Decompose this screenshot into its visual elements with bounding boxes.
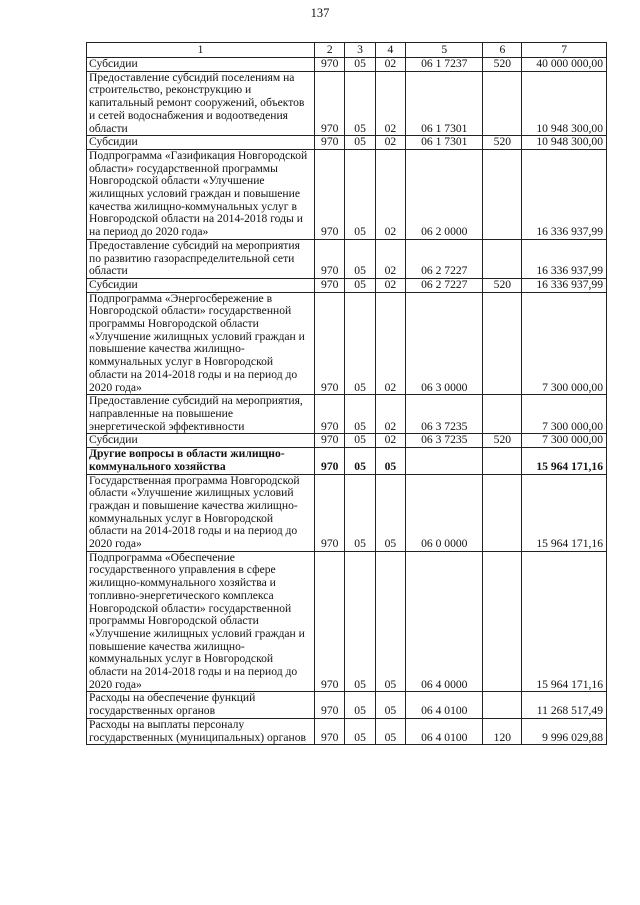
row-description: Субсидии <box>87 278 315 292</box>
row-amount: 10 948 300,00 <box>522 71 607 136</box>
row-code: 06 0 0000 <box>406 474 483 551</box>
table-row <box>87 718 607 744</box>
page-number: 137 <box>310 6 330 20</box>
row-code: 06 1 7237 <box>406 58 483 72</box>
row-col4: 02 <box>375 136 405 150</box>
row-amount: 9 996 029,88 <box>522 718 607 744</box>
row-amount: 11 268 517,49 <box>522 692 607 718</box>
row-col3: 05 <box>345 278 375 292</box>
row-col4: 05 <box>375 551 405 692</box>
row-code: 06 2 7227 <box>406 239 483 278</box>
row-col2: 970 <box>315 692 345 718</box>
row-col3: 05 <box>345 149 375 239</box>
row-col2: 970 <box>315 292 345 395</box>
row-col4: 02 <box>375 434 405 448</box>
row-col4: 05 <box>375 474 405 551</box>
row-col4: 02 <box>375 239 405 278</box>
row-amount: 16 336 937,99 <box>522 149 607 239</box>
row-description: Государственная программа Новгородской области «Улучшение жилищных условий граждан и повышение качества жилищно-коммунальных услуг в Новгородской области на 2014-2018 годы и на период до 2020 года» <box>87 474 315 551</box>
row-code: 06 4 0100 <box>406 692 483 718</box>
table-row <box>87 292 607 395</box>
header-cell: 4 <box>375 43 405 58</box>
row-type <box>483 474 522 551</box>
row-type <box>483 239 522 278</box>
row-code: 06 3 7235 <box>406 395 483 434</box>
table-row <box>87 434 607 448</box>
row-amount: 15 964 171,16 <box>522 474 607 551</box>
row-code: 06 1 7301 <box>406 71 483 136</box>
row-amount: 15 964 171,16 <box>522 551 607 692</box>
row-col4: 02 <box>375 292 405 395</box>
budget-table <box>86 42 607 745</box>
row-col2: 970 <box>315 551 345 692</box>
row-amount: 10 948 300,00 <box>522 136 607 150</box>
row-col2: 970 <box>315 71 345 136</box>
row-description: Субсидии <box>87 136 315 150</box>
table-row <box>87 692 607 718</box>
table-row <box>87 136 607 150</box>
row-description: Подпрограмма «Энергосбережение в Новгородской области» государственной программы Новгородской области «Улучшение жилищных условий граждан и повышение качества жилищно-коммунальных услуг в Новгородской области на 2014-2018 годы и на период до 2020 года» <box>87 292 315 395</box>
row-type <box>483 71 522 136</box>
row-description: Расходы на обеспечение функций государственных органов <box>87 692 315 718</box>
row-description: Предоставление субсидий на мероприятия по развитию газораспределительной сети области <box>87 239 315 278</box>
row-col3: 05 <box>345 58 375 72</box>
row-col2: 970 <box>315 58 345 72</box>
row-col3: 05 <box>345 448 375 474</box>
row-amount: 40 000 000,00 <box>522 58 607 72</box>
header-cell: 7 <box>522 43 607 58</box>
table-row <box>87 239 607 278</box>
row-type: 520 <box>483 434 522 448</box>
row-col3: 05 <box>345 395 375 434</box>
table-row <box>87 58 607 72</box>
row-col3: 05 <box>345 474 375 551</box>
row-col2: 970 <box>315 434 345 448</box>
header-cell: 5 <box>406 43 483 58</box>
row-amount: 7 300 000,00 <box>522 434 607 448</box>
row-type: 520 <box>483 136 522 150</box>
row-col4: 02 <box>375 71 405 136</box>
row-amount: 7 300 000,00 <box>522 395 607 434</box>
row-col2: 970 <box>315 278 345 292</box>
row-type <box>483 395 522 434</box>
row-amount: 16 336 937,99 <box>522 239 607 278</box>
row-col4: 05 <box>375 692 405 718</box>
header-cell: 6 <box>483 43 522 58</box>
row-col3: 05 <box>345 692 375 718</box>
row-description: Другие вопросы в области жилищно-коммунального хозяйства <box>87 448 315 474</box>
row-col4: 02 <box>375 395 405 434</box>
row-type <box>483 551 522 692</box>
row-col2: 970 <box>315 136 345 150</box>
row-col3: 05 <box>345 71 375 136</box>
row-type <box>483 448 522 474</box>
header-row <box>87 43 607 58</box>
row-col2: 970 <box>315 239 345 278</box>
row-col4: 02 <box>375 58 405 72</box>
row-description: Субсидии <box>87 58 315 72</box>
row-type: 520 <box>483 278 522 292</box>
row-code: 06 3 0000 <box>406 292 483 395</box>
row-amount: 7 300 000,00 <box>522 292 607 395</box>
row-description: Субсидии <box>87 434 315 448</box>
table-row <box>87 551 607 692</box>
row-code: 06 4 0000 <box>406 551 483 692</box>
table-row <box>87 395 607 434</box>
row-description: Расходы на выплаты персоналу государственных (муниципальных) органов <box>87 718 315 744</box>
row-col3: 05 <box>345 292 375 395</box>
row-description: Подпрограмма «Обеспечение государственного управления в сфере жилищно-коммунального хозяйства и топливно-энергетического комплекса Новгородской области» государственной программы Новгородской области «Улучшение жилищных условий граждан и повышение качества жилищно-коммунальных услуг в Новгородской области на 2014-2018 годы и на период до 2020 года» <box>87 551 315 692</box>
table-row <box>87 448 607 474</box>
header-cell: 1 <box>87 43 315 58</box>
row-description: Предоставление субсидий поселениям на строительство, реконструкцию и капитальный ремонт сооружений, объектов и сетей водоснабжения и водоотведения области <box>87 71 315 136</box>
row-col3: 05 <box>345 718 375 744</box>
table-row <box>87 278 607 292</box>
row-col2: 970 <box>315 395 345 434</box>
row-col3: 05 <box>345 434 375 448</box>
row-type: 120 <box>483 718 522 744</box>
row-amount: 15 964 171,16 <box>522 448 607 474</box>
row-col3: 05 <box>345 239 375 278</box>
row-col2: 970 <box>315 474 345 551</box>
row-col4: 05 <box>375 718 405 744</box>
row-col2: 970 <box>315 718 345 744</box>
table-row <box>87 71 607 136</box>
row-type: 520 <box>483 58 522 72</box>
row-col4: 05 <box>375 448 405 474</box>
row-col2: 970 <box>315 448 345 474</box>
row-col4: 02 <box>375 149 405 239</box>
row-code <box>406 448 483 474</box>
row-code: 06 2 7227 <box>406 278 483 292</box>
row-code: 06 4 0100 <box>406 718 483 744</box>
row-type <box>483 692 522 718</box>
row-type <box>483 149 522 239</box>
row-amount: 16 336 937,99 <box>522 278 607 292</box>
table-row <box>87 474 607 551</box>
row-code: 06 2 0000 <box>406 149 483 239</box>
row-code: 06 1 7301 <box>406 136 483 150</box>
row-code: 06 3 7235 <box>406 434 483 448</box>
header-cell: 3 <box>345 43 375 58</box>
row-description: Подпрограмма «Газификация Новгородской области» государственной программы Новгородской области «Улучшение жилищных условий граждан и повышение качества жилищно-коммунальных услуг в Новгородской области на 2014-2018 годы и на период до 2020 года» <box>87 149 315 239</box>
row-col4: 02 <box>375 278 405 292</box>
row-col3: 05 <box>345 551 375 692</box>
row-type <box>483 292 522 395</box>
header-cell: 2 <box>315 43 345 58</box>
row-description: Предоставление субсидий на мероприятия, направленные на повышение энергетической эффективности <box>87 395 315 434</box>
table-row <box>87 149 607 239</box>
row-col3: 05 <box>345 136 375 150</box>
row-col2: 970 <box>315 149 345 239</box>
